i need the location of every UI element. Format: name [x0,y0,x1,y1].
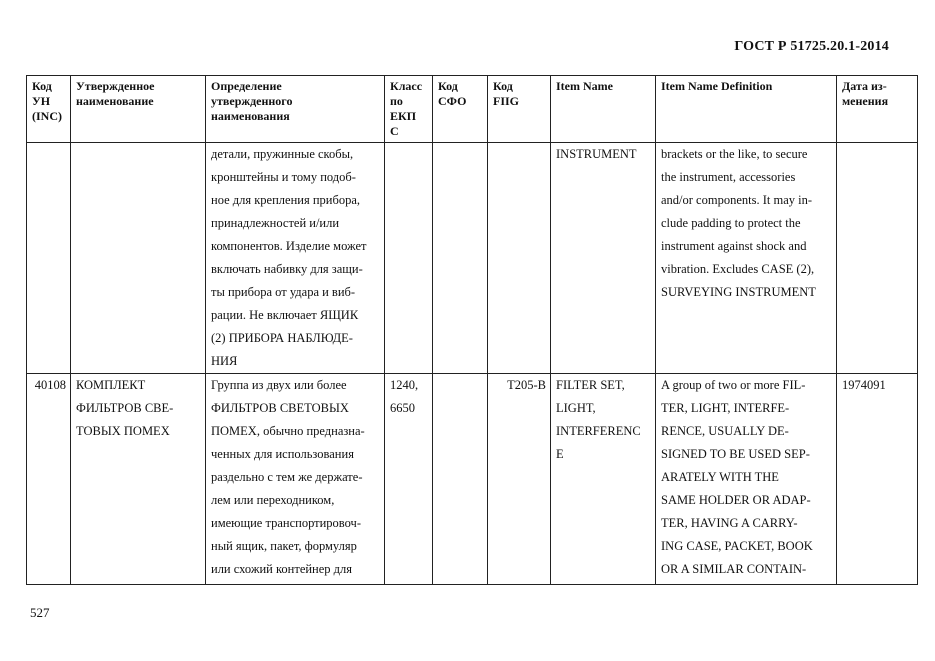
text-line: OR A SIMILAR CONTAIN- [661,562,807,576]
text-line: принадлежностей и/или [211,216,340,230]
cell-change-date [837,374,918,585]
cell-fiig [488,143,551,374]
text-line: Определение [211,79,282,93]
text-line: brackets or the like, to secure [661,147,808,161]
cell-class [385,374,433,585]
text-line: С [390,124,399,138]
text-line: Item Name Definition [661,79,773,93]
text-line: компонентов. Изделие может [211,239,367,253]
text-line: and/or components. It may in- [661,193,813,207]
text-line: детали, пружинные скобы, [211,147,354,161]
cell-fiig [488,374,551,585]
text-line: Утвержденное [76,79,155,93]
cell-inc [27,374,71,585]
text-line: SURVEYING INSTRUMENT [661,285,816,299]
text-line: TER, LIGHT, INTERFE- [661,401,790,415]
text-line: FIIG [493,94,520,108]
text-line: TER, HAVING A CARRY- [661,516,798,530]
text-line: 6650 [390,401,415,415]
text-line: ПОМЕХ, обычно предназна- [211,424,365,438]
document-code: ГОСТ Р 51725.20.1-2014 [734,39,889,54]
text-line: ченных для использования [211,447,354,461]
text-line: или схожий контейнер для [211,562,353,576]
header-approved-name [71,76,206,143]
text-line: the instrument, accessories [661,170,796,184]
header-fiig [488,76,551,143]
cell-sfo [433,143,488,374]
text-line: ный ящик, пакет, формуляр [211,539,357,553]
cell-item-name [551,374,656,585]
table-row [27,143,918,374]
text-line: instrument against shock and [661,239,807,253]
text-line: ЕКП [390,109,417,123]
text-line: ARATELY WITH THE [661,470,779,484]
text-line: ты прибора от удара и виб- [211,285,356,299]
text-line: SAME HOLDER OR ADAP- [661,493,811,507]
text-line: наименования [211,109,290,123]
cell-approved-name [71,143,206,374]
text-line: рации. Не включает ЯЩИК [211,308,359,322]
cell-item-definition [656,374,837,585]
text-line: (2) ПРИБОРА НАБЛЮДЕ- [211,331,353,345]
text-line: СФО [438,94,467,108]
text-line: RENCE, USUALLY DE- [661,424,789,438]
header-change-date [837,76,918,143]
text-line: LIGHT, [556,401,596,415]
header-definition-ru [206,76,385,143]
cell-change-date [837,143,918,374]
text-line: менения [842,94,889,108]
text-line: 40108 [34,378,66,392]
text-line: 1974091 [842,378,886,392]
text-line: лем или переходником, [211,493,335,507]
text-line: ТОВЫХ ПОМЕХ [76,424,170,438]
text-line: имеющие транспортировоч- [211,516,361,530]
text-line: по [390,94,403,108]
table-header-row [27,76,918,143]
text-line: Item Name [556,79,613,93]
text-line: Код [493,79,513,93]
text-line: Дата из- [842,79,887,93]
cell-definition-ru [206,374,385,585]
text-line: Код [32,79,52,93]
header-item-name [551,76,656,143]
text-line: включать набивку для защи- [211,262,363,276]
text-line: E [556,447,564,461]
cell-class [385,143,433,374]
text-line: утвержденного [211,94,293,108]
text-line: КОМПЛЕКТ [76,378,146,392]
text-line: Код [438,79,458,93]
header-class [385,76,433,143]
catalog-table [26,75,918,585]
text-line: clude padding to protect the [661,216,801,230]
text-line: 1240, [390,378,419,392]
cell-inc [27,143,71,374]
text-line: FILTER SET, [556,378,625,392]
cell-item-definition [656,143,837,374]
text-line: ING CASE, PACKET, BOOK [661,539,813,553]
text-line: ФИЛЬТРОВ СВЕТОВЫХ [211,401,349,415]
header-item-definition [656,76,837,143]
text-line: УН [32,94,51,108]
text-line: раздельно с тем же держате- [211,470,363,484]
header-inc [27,76,71,143]
header-sfo [433,76,488,143]
text-line: кронштейны и тому подоб- [211,170,356,184]
text-line: T205-B [507,378,546,392]
text-line: наименование [76,94,154,108]
text-line: SIGNED TO BE USED SEP- [661,447,810,461]
text-line: Класс [390,79,423,93]
page-number: 527 [30,605,50,620]
text-line: vibration. Excludes CASE (2), [661,262,815,276]
cell-definition-ru [206,143,385,374]
text-line: ФИЛЬТРОВ СВЕ- [76,401,174,415]
cell-item-name [551,143,656,374]
text-line: INSTRUMENT [556,147,637,161]
text-line: INTERFERENC [556,424,641,438]
cell-approved-name [71,374,206,585]
text-line: Группа из двух или более [211,378,347,392]
text-line: ное для крепления прибора, [211,193,360,207]
text-line: (INC) [32,109,62,123]
text-line: A group of two or more FIL- [661,378,806,392]
cell-sfo [433,374,488,585]
text-line: НИЯ [211,354,238,368]
table-row [27,374,918,585]
